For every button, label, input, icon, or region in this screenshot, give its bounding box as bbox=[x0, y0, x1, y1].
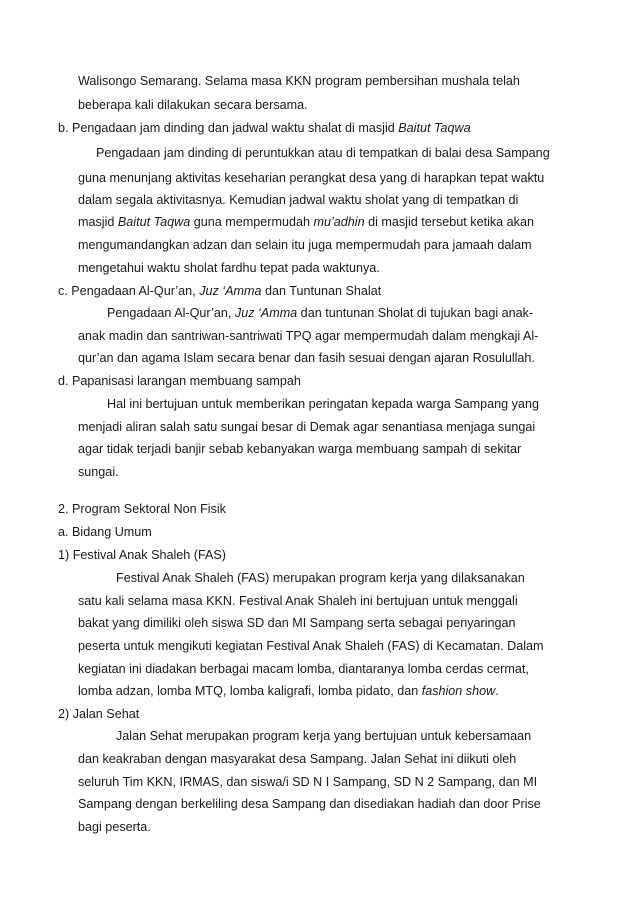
text-run: dan tuntunan Sholat di tujukan bagi anak- bbox=[297, 306, 534, 320]
paragraph-line: Hal ini bertujuan untuk memberikan peringatan kepada warga Sampang yang bbox=[107, 397, 539, 411]
italic-term: Juz ‘Amma bbox=[199, 284, 262, 298]
text-run: guna mempermudah bbox=[190, 215, 314, 229]
paragraph-line: Festival Anak Shaleh (FAS) merupakan program kerja yang dilaksanakan bbox=[116, 571, 525, 585]
paragraph-line: Pengadaan jam dinding di peruntukkan atau di tempatkan di balai desa Sampang bbox=[96, 146, 550, 160]
paragraph-line: Sampang dengan berkeliling desa Sampang dan disediakan hadiah dan door Prise bbox=[78, 797, 541, 811]
text-run: . bbox=[495, 684, 499, 698]
paragraph-line: sungai. bbox=[78, 465, 119, 479]
text-run: Pengadaan Al-Qur’an, bbox=[107, 306, 235, 320]
paragraph-line: qur’an dan agama Islam secara benar dan fasih sesuai dengan ajaran Rosulullah. bbox=[78, 351, 535, 365]
text-run: lomba adzan, lomba MTQ, lomba kaligrafi, lomba pidato, dan bbox=[78, 684, 422, 698]
paragraph-line bbox=[78, 214, 534, 230]
paragraph-line: menjadi aliran salah satu sungai besar di Demak agar senantiasa menjaga sungai bbox=[78, 420, 536, 434]
paragraph-line: dan keakraban dengan masyarakat desa Sampang. Jalan Sehat ini diikuti oleh bbox=[78, 752, 517, 766]
paragraph-line bbox=[78, 683, 499, 699]
paragraph-line: bakat yang dimiliki oleh siswa SD dan MI Sampang serta sebagai penyaringan bbox=[78, 616, 516, 630]
subsection-heading-1: 1) Festival Anak Shaleh (FAS) bbox=[58, 548, 226, 562]
paragraph-line: satu kali selama masa KKN. Festival Anak Shaleh ini bertujuan untuk menggali bbox=[78, 594, 518, 608]
section-heading-b bbox=[58, 120, 471, 136]
paragraph-line: mengetahui waktu sholat fardhu tepat pada waktunya. bbox=[78, 261, 380, 275]
paragraph-line: guna menunjang aktivitas keseharian perangkat desa yang di harapkan tepat waktu bbox=[78, 171, 545, 185]
paragraph-line: bagi peserta. bbox=[78, 820, 151, 834]
paragraph-line: peserta untuk mengikuti kegiatan Festival Anak Shaleh (FAS) di Kecamatan. Dalam bbox=[78, 639, 544, 653]
subsection-heading-2: 2) Jalan Sehat bbox=[58, 707, 140, 721]
paragraph-line: Jalan Sehat merupakan program kerja yang bertujuan untuk kebersamaan bbox=[116, 729, 532, 743]
paragraph-line: beberapa kali dilakukan secara bersama. bbox=[78, 98, 308, 112]
italic-term: Juz ‘Amma bbox=[234, 306, 298, 320]
italic-term: Baitut Taqwa bbox=[117, 215, 191, 229]
heading-text: b. Pengadaan jam dinding dan jadwal waktu shalat di masjid bbox=[58, 121, 399, 135]
section-heading-c bbox=[58, 283, 381, 299]
italic-term: fashion show bbox=[421, 684, 496, 698]
italic-term: mu’adhin bbox=[313, 215, 365, 229]
italic-term: Baitut Taqwa bbox=[398, 121, 471, 135]
paragraph-line bbox=[107, 305, 533, 321]
paragraph-line: seluruh Tim KKN, IRMAS, dan siswa/i SD N I Sampang, SD N 2 Sampang, dan MI bbox=[78, 775, 538, 789]
paragraph-line: kegiatan ini diadakan berbagai macam lomba, diantaranya lomba cerdas cermat, bbox=[78, 662, 529, 676]
text-run: di masjid tersebut ketika akan bbox=[364, 215, 534, 229]
paragraph-line: mengumandangkan adzan dan selain itu juga mempermudah para jamaah dalam bbox=[78, 238, 532, 252]
heading-text: c. Pengadaan Al-Qur’an, bbox=[58, 284, 200, 298]
section-heading-a: a. Bidang Umum bbox=[58, 525, 152, 539]
text-run: masjid bbox=[78, 215, 118, 229]
section-heading-2: 2. Program Sektoral Non Fisik bbox=[58, 502, 226, 516]
paragraph-line: agar tidak terjadi banjir sebab kebanyakan warga membuang sampah di sekitar bbox=[78, 442, 522, 456]
paragraph-line: Walisongo Semarang. Selama masa KKN program pembersihan mushala telah bbox=[78, 74, 520, 88]
paragraph-line: anak madin dan santriwan-santriwati TPQ agar mempermudah dalam mengkaji Al- bbox=[78, 329, 539, 343]
paragraph-line: dalam segala aktivitasnya. Kemudian jadwal waktu sholat yang di tempatkan di bbox=[78, 193, 519, 207]
heading-text: dan Tuntunan Shalat bbox=[261, 284, 382, 298]
section-heading-d: d. Papanisasi larangan membuang sampah bbox=[58, 374, 301, 388]
